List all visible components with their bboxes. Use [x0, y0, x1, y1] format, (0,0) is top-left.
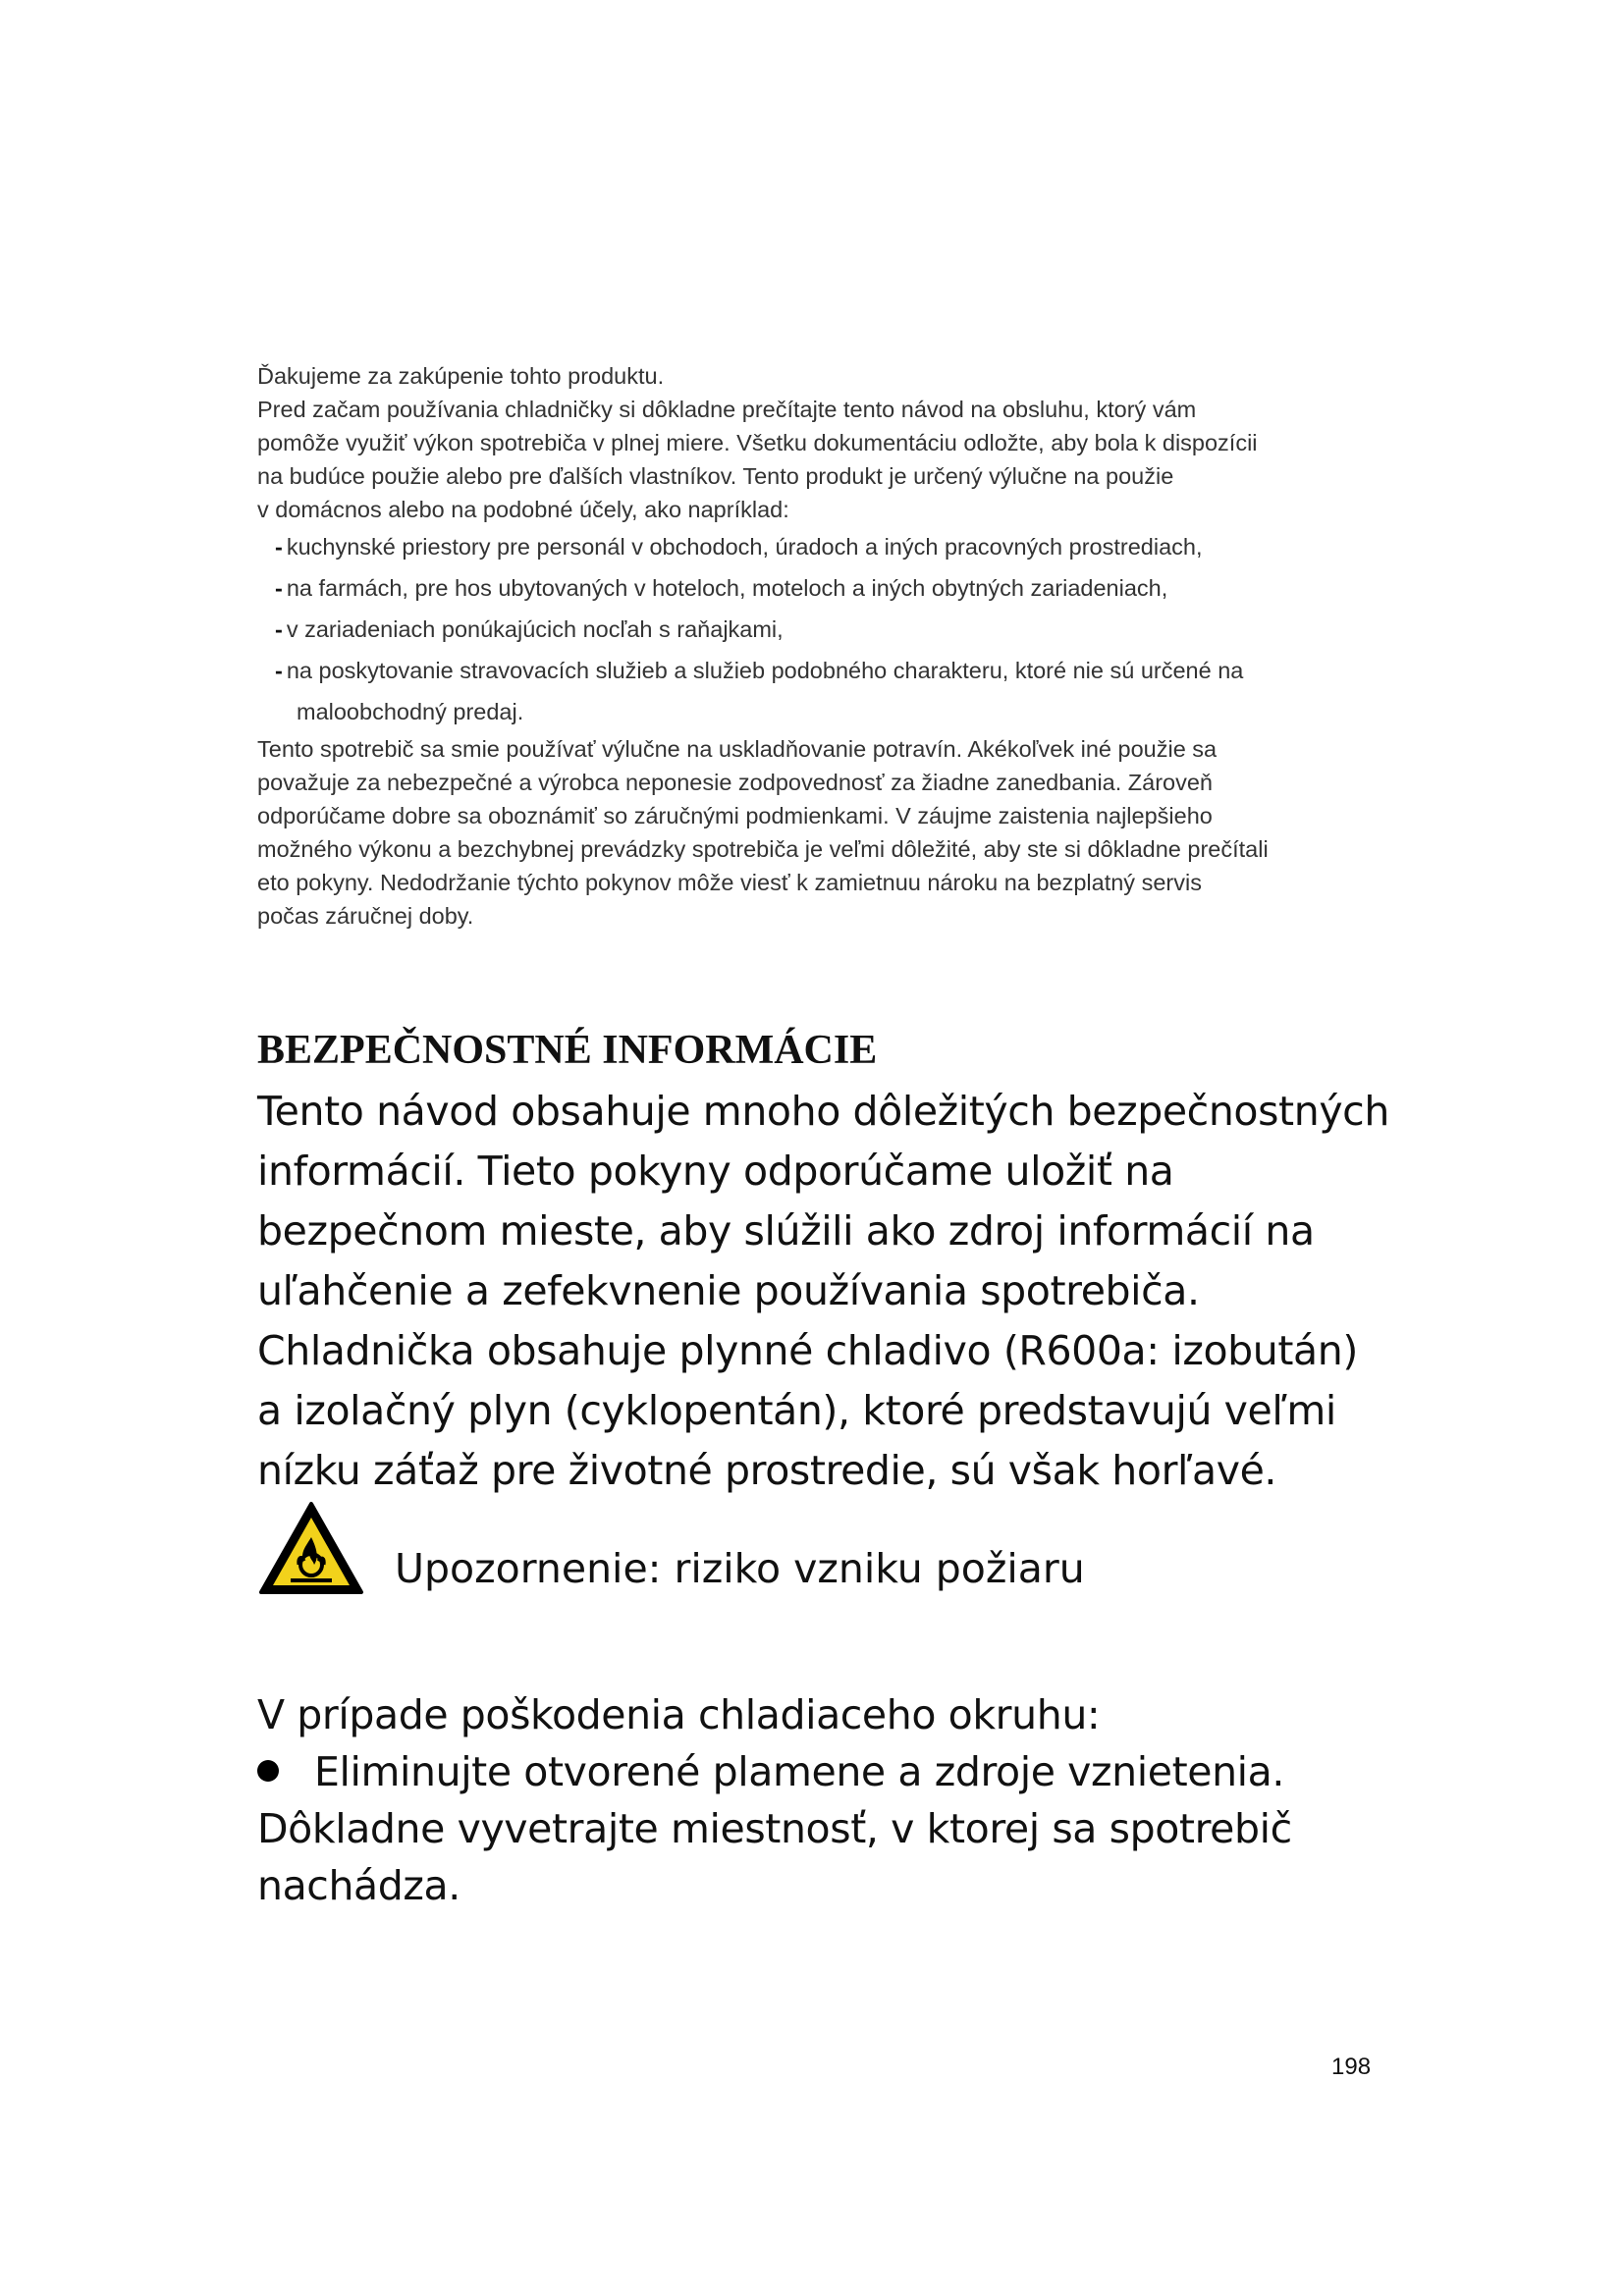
intro-line: v domácnos alebo na podobné účely, ako napríklad:	[257, 497, 789, 522]
safety-line: informácií. Tieto pokyny odporúčame uložiť na	[257, 1148, 1174, 1195]
closing-line: považuje za nebezpečné a výrobca neponesie zodpovednosť za žiadne zanedbania. Zároveň	[257, 770, 1214, 795]
intro-line: Pred začam používania chladničky si dôkladne prečítajte tento návod na obsluhu, ktorý vám	[257, 397, 1197, 422]
intro-section	[257, 359, 1357, 933]
safety-heading: BEZPEČNOSTNÉ INFORMÁCIE	[257, 1028, 878, 1073]
safety-line: bezpečnom mieste, aby slúžili ako zdroj informácií na	[257, 1207, 1315, 1255]
usage-list-item-text: kuchynské priestory pre personál v obchodoch, úradoch a iných pracovných prostrediach,	[286, 534, 1203, 560]
closing-line: Tento spotrebič sa smie používať výlučne na uskladňovanie potravín. Akékoľvek iné použie sa	[257, 736, 1218, 762]
dash-marker: -	[275, 534, 283, 560]
usage-list-item	[257, 526, 1357, 567]
damage-intro: V prípade poškodenia chladiaceho okruhu:	[257, 1691, 1101, 1738]
closing-line: možného výkonu a bezchybnej prevádzky spotrebiča je veľmi dôležité, aby ste si dôkladne prečítali	[257, 836, 1269, 862]
dash-marker: -	[275, 616, 283, 642]
safety-paragraph	[257, 1082, 1389, 1501]
safety-line: nízku záťaž pre životné prostredie, sú však horľavé.	[257, 1447, 1277, 1494]
usage-list-item-continuation: maloobchodný predaj.	[297, 699, 524, 724]
closing-line: odporúčame dobre sa oboznámiť so záručnými podmienkami. V záujme zaistenia najlepšieho	[257, 803, 1213, 828]
fire-warning	[257, 1500, 1239, 1598]
dash-marker: -	[275, 658, 283, 683]
intro-line: Ďakujeme za zakúpenie tohto produktu.	[257, 363, 665, 389]
bullet-dot-icon	[257, 1760, 279, 1782]
closing-line: počas záručnej doby.	[257, 903, 474, 929]
safety-line: a izolačný plyn (cyklopentán), ktoré predstavujú veľmi	[257, 1387, 1336, 1434]
intro-line: na budúce použie alebo pre ďalších vlastníkov. Tento produkt je určený výlučne na použie	[257, 463, 1174, 489]
usage-list-item-text: na farmách, pre hos ubytovaných v hoteloch, moteloch a iných obytných zariadeniach,	[286, 575, 1168, 601]
usage-list-item-text: na poskytovanie stravovacích služieb a služieb podobného charakteru, ktoré nie sú určené na	[286, 658, 1244, 683]
damage-line: Dôkladne vyvetrajte miestnosť, v ktorej sa spotrebič	[257, 1805, 1292, 1852]
intro-line: pomôže využiť výkon spotrebiča v plnej miere. Všetku dokumentáciu odložte, aby bola k dispozícii	[257, 430, 1258, 455]
safety-line: Chladnička obsahuje plynné chladivo (R600a: izobután)	[257, 1327, 1358, 1374]
usage-list-item-text: v zariadeniach ponúkajúcich nocľah s raňajkami,	[286, 616, 784, 642]
damage-bullet-item	[257, 1743, 1292, 1800]
dash-marker: -	[275, 575, 283, 601]
usage-list-item	[257, 567, 1357, 609]
safety-line: Tento návod obsahuje mnoho dôležitých bezpečnostných	[257, 1088, 1389, 1135]
fire-warning-text: Upozornenie: riziko vzniku požiaru	[395, 1545, 1085, 1592]
damage-bullet-text: Eliminujte otvorené plamene a zdroje vznietenia.	[314, 1748, 1285, 1795]
fire-hazard-triangle-icon	[257, 1500, 365, 1598]
usage-list-item	[257, 650, 1357, 691]
safety-line: uľahčenie a zefekvnenie používania spotrebiča.	[257, 1267, 1200, 1314]
usage-list-item	[257, 609, 1357, 650]
closing-line: eto pokyny. Nedodržanie týchto pokynov môže viesť k zamietnuu nároku na bezplatný servis	[257, 870, 1202, 895]
damage-line: nachádza.	[257, 1862, 460, 1909]
damage-section	[257, 1686, 1292, 1914]
page-number: 198	[1331, 2054, 1372, 2080]
